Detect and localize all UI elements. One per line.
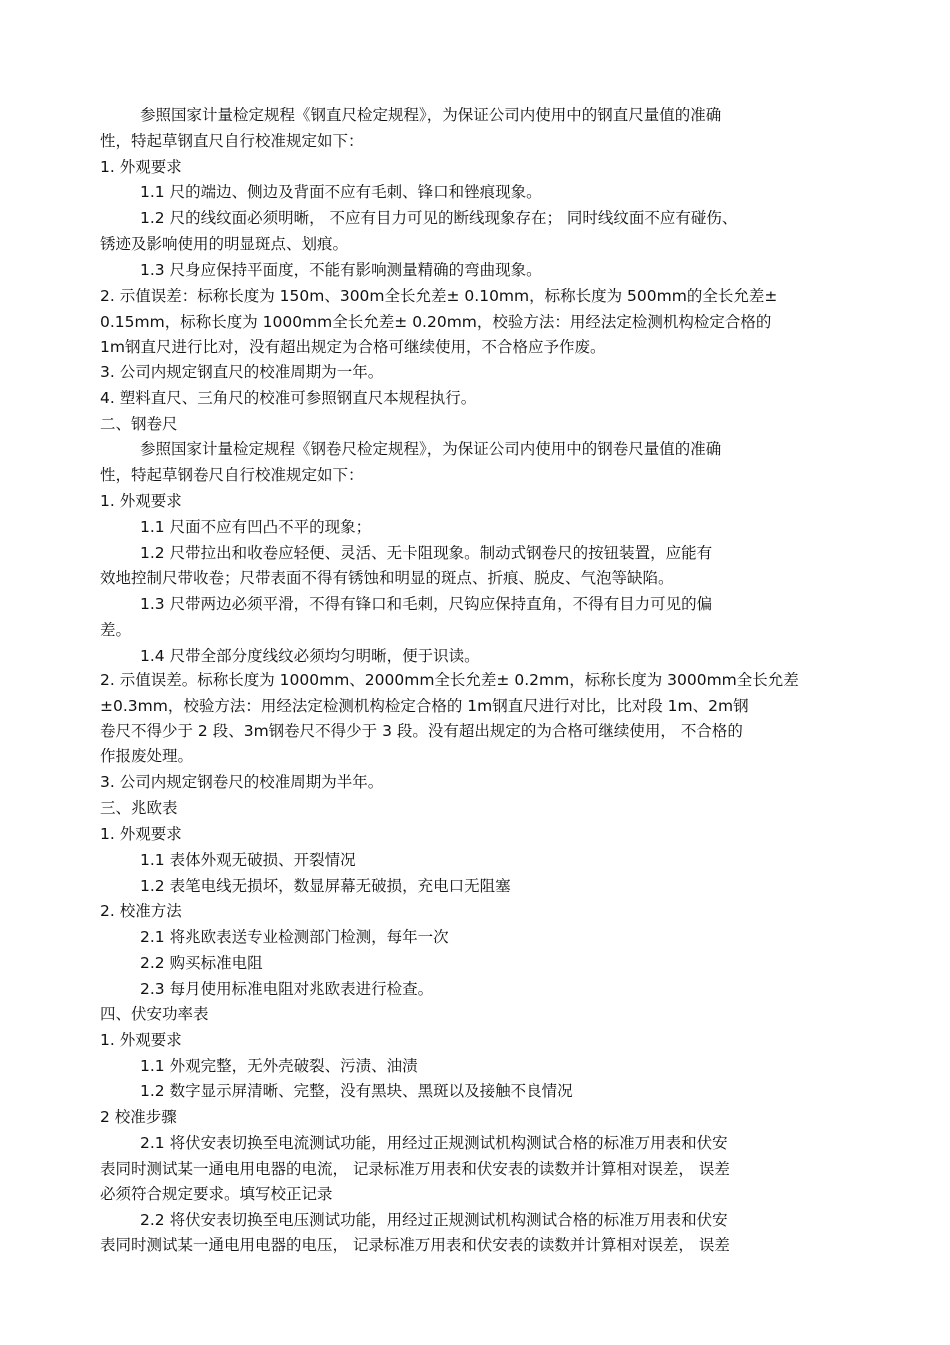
- paragraph-line: 1m钢直尺进行比对，没有超出规定为合格可继续使用，不合格应予作废。: [100, 338, 606, 356]
- list-item: 2.2 购买标准电阻: [140, 954, 263, 972]
- paragraph-line: 性，特起草钢直尺自行校准规定如下：: [100, 132, 364, 150]
- section-heading: 1. 外观要求: [100, 1031, 182, 1049]
- section-heading: 1. 外观要求: [100, 825, 182, 843]
- list-item: 1.3 尺身应保持平面度，不能有影响测量精确的弯曲现象。: [140, 261, 542, 279]
- list-item: 1.1 外观完整，无外壳破裂、污渍、油渍: [140, 1057, 418, 1075]
- list-item: 3. 公司内规定钢卷尺的校准周期为半年。: [100, 773, 384, 791]
- list-item: 2.1 将伏安表切换至电流测试功能，用经过正规测试机构测试合格的标准万用表和伏安: [140, 1134, 728, 1152]
- paragraph-line: 卷尺不得少于 2 段、3m钢卷尺不得少于 3 段。没有超出规定的为合格可继续使用， 不合格的: [100, 722, 743, 740]
- paragraph-line: 性，特起草钢卷尺自行校准规定如下：: [100, 466, 364, 484]
- section-heading: 1. 外观要求: [100, 492, 182, 510]
- list-item: 1.1 尺的端边、侧边及背面不应有毛刺、锋口和锉痕现象。: [140, 183, 542, 201]
- list-item: 1.2 尺的线纹面必须明晰， 不应有目力可见的断线现象存在； 同时线纹面不应有碰伤、: [140, 209, 738, 227]
- paragraph-intro-steel-ruler: 参照国家计量检定规程《钢直尺检定规程》，为保证公司内使用中的钢直尺量值的准确: [140, 106, 722, 124]
- list-item: 3. 公司内规定钢直尺的校准周期为一年。: [100, 363, 384, 381]
- list-item: 2. 示值误差。标称长度为 1000mm、2000mm全长允差± 0.2mm，标称长度为 3000mm全长允差: [100, 671, 799, 689]
- paragraph-line: 必须符合规定要求。填写校正记录: [100, 1185, 333, 1203]
- list-item: 2.1 将兆欧表送专业检测部门检测，每年一次: [140, 928, 449, 946]
- paragraph-line: 效地控制尺带收卷；尺带表面不得有锈蚀和明显的斑点、折痕、脱皮、气泡等缺陷。: [100, 569, 674, 587]
- list-item: 1.2 数字显示屏清晰、完整，没有黑块、黑斑以及接触不良情况: [140, 1082, 573, 1100]
- list-item: 1.4 尺带全部分度线纹必须均匀明晰，便于识读。: [140, 647, 480, 665]
- section-title-megohmmeter: 三、兆欧表: [100, 799, 178, 817]
- list-item: 1.3 尺带两边必须平滑，不得有锋口和毛刺，尺钩应保持直角，不得有目力可见的偏: [140, 595, 713, 613]
- paragraph-line: 锈迹及影响使用的明显斑点、划痕。: [100, 235, 349, 253]
- paragraph-line: 表同时测试某一通电用电器的电压， 记录标准万用表和伏安表的读数并计算相对误差， 误差: [100, 1236, 730, 1254]
- section-title-tape-measure: 二、钢卷尺: [100, 415, 178, 433]
- list-item: 2. 示值误差：标称长度为 150m、300m全长允差± 0.10mm，标称长度为 500mm的全长允差±: [100, 287, 778, 305]
- section-title-power-meter: 四、伏安功率表: [100, 1005, 209, 1023]
- paragraph-intro-tape-measure: 参照国家计量检定规程《钢卷尺检定规程》，为保证公司内使用中的钢卷尺量值的准确: [140, 440, 722, 458]
- paragraph-line: 差。: [100, 621, 132, 639]
- section-heading: 1. 外观要求: [100, 158, 182, 176]
- list-item: 1.2 表笔电线无损坏，数显屏幕无破损，充电口无阻塞: [140, 877, 511, 895]
- list-item: 2.3 每月使用标准电阻对兆欧表进行检查。: [140, 980, 434, 998]
- list-item: 1.1 尺面不应有凹凸不平的现象；: [140, 518, 372, 536]
- paragraph-line: 作报废处理。: [100, 747, 194, 765]
- section-heading: 2 校准步骤: [100, 1108, 177, 1126]
- section-heading: 2. 校准方法: [100, 902, 182, 920]
- list-item: 1.2 尺带拉出和收卷应轻便、灵活、无卡阻现象。制动式钢卷尺的按钮装置，应能有: [140, 544, 713, 562]
- list-item: 4. 塑料直尺、三角尺的校准可参照钢直尺本规程执行。: [100, 389, 477, 407]
- paragraph-line: 表同时测试某一通电用电器的电流， 记录标准万用表和伏安表的读数并计算相对误差， 误差: [100, 1160, 730, 1178]
- paragraph-line: ±0.3mm，校验方法：用经法定检测机构检定合格的 1m钢直尺进行对比，比对段 1m、2m钢: [100, 697, 749, 715]
- paragraph-line: 0.15mm，标称长度为 1000mm全长允差± 0.20mm，校验方法：用经法定检测机构检定合格的: [100, 313, 772, 331]
- list-item: 1.1 表体外观无破损、开裂情况: [140, 851, 356, 869]
- list-item: 2.2 将伏安表切换至电压测试功能，用经过正规测试机构测试合格的标准万用表和伏安: [140, 1211, 728, 1229]
